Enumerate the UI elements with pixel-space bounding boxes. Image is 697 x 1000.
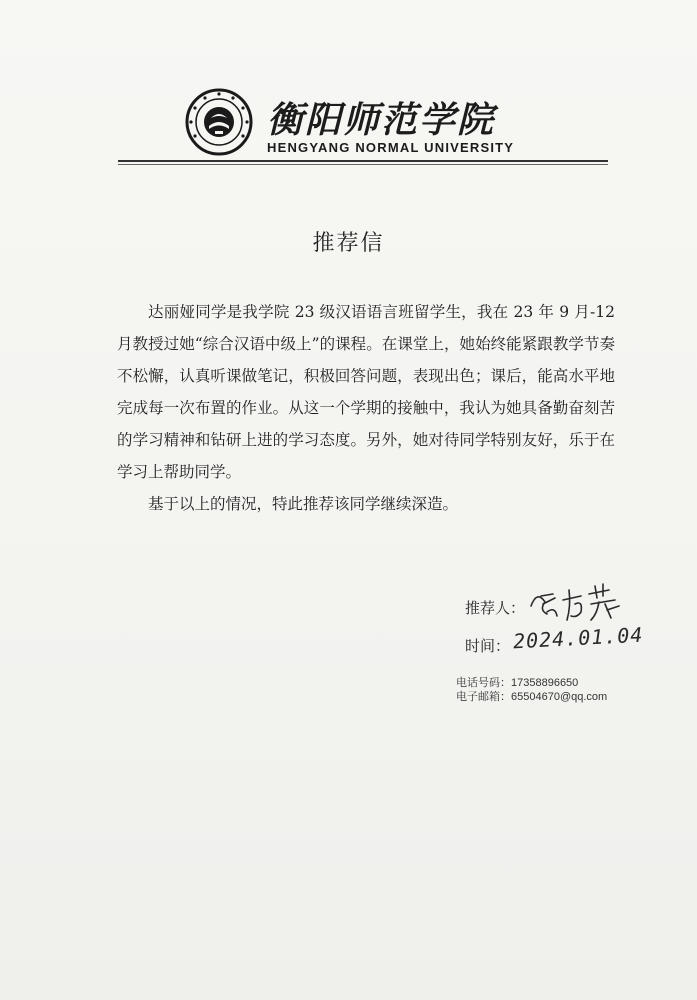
phone-label: 电话号码： xyxy=(456,677,511,689)
body-paragraph-1: 达丽娅同学是我学院 23 级汉语语言班留学生，我在 23 年 9 月-12 月教授过她“综合汉语中级上”的课程。在课堂上，她始终能紧跟教学节奏不松懈，认真听课做笔记，积极回答问题，表现出色；课后，能高水平地完成每一次布置的作业。从这一个学期的接触中，我认为她具备勤奋刻苦的学习精神和钻研上进的学习态度。另外，她对待同学特别友好，乐于在学习上帮助同学。 xyxy=(117,303,615,481)
time-label: 时间： xyxy=(465,637,511,655)
letter-title: 推荐信 xyxy=(312,231,385,256)
phone-number: 17358896650 xyxy=(511,677,579,689)
contact-info xyxy=(456,676,607,704)
school-name-chinese: 衡阳师范学院 xyxy=(267,99,496,141)
header-divider xyxy=(118,160,608,162)
recommender-label: 推荐人： xyxy=(465,599,526,617)
body-paragraph-2: 基于以上的情况，特此推荐该同学继续深造。 xyxy=(148,495,459,513)
school-name-english: HENGYANG NORMAL UNIVERSITY xyxy=(267,140,515,155)
email-address: 65504670@qq.com xyxy=(511,691,608,703)
phone-row xyxy=(456,676,607,690)
handwritten-date: 2024.01.04 xyxy=(512,622,644,654)
email-row xyxy=(456,690,607,704)
signature-block xyxy=(465,590,665,690)
email-label: 电子邮箱： xyxy=(456,691,511,703)
header-divider-thin xyxy=(118,164,608,165)
letterhead xyxy=(185,88,545,160)
university-seal-icon xyxy=(185,88,253,156)
handwritten-signature xyxy=(525,576,645,626)
letter-body xyxy=(117,296,615,520)
